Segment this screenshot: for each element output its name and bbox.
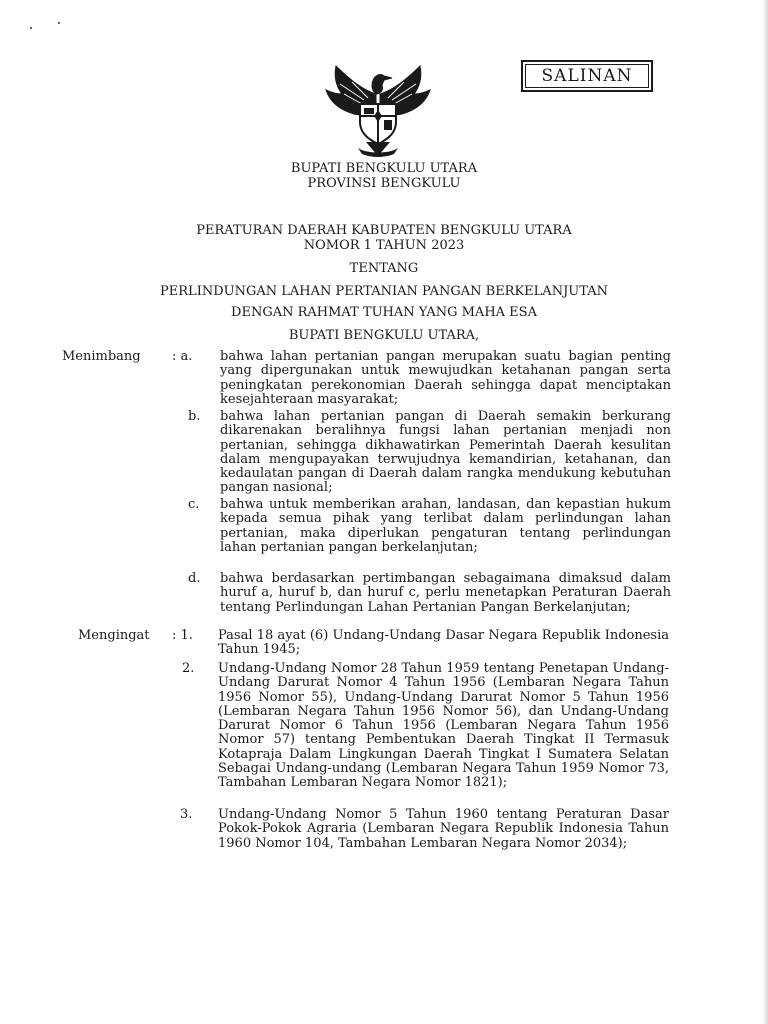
menimbang-item-a: bahwa lahan pertanian pangan merupakan suatu bagian penting yang dipergunakan untuk mewujudkan ketahanan pangan serta peningkatan perekonomian Daerah sehingga dapat menciptakan kesejahteraan masyarakat; [220,349,671,407]
mengingat-item-3: Undang-Undang Nomor 5 Tahun 1960 tentang Peraturan Dasar Pokok-Pokok Agraria (Lembaran Negara Republik Indonesia Tahun 1960 Nomor 104, Tambahan Lembaran Negara Nomor 2034); [218,807,669,851]
mengingat-item-2: Undang-Undang Nomor 28 Tahun 1959 tentang Penetapan Undang-Undang Darurat Nomor 4 Tahun 1956 (Lembaran Negara Tahun 1956 Nomor 55), Undang-Undang Darurat Nomor 5 Tahun 1956 (Lembaran Negara Tahun 1956 Nomor 56), dan Undang-Undang Darurat Nomor 6 Tahun 1956 (Lembaran Negara Tahun 1956 Nomor 57) tentang Pembentukan Daerah Tingkat II Termasuk Kotapraja Dalam Lingkungan Daerah Tingkat I Sumatera Selatan Sebagai Undang-undang (Lembaran Negara Tahun 1959 Nomor 73, Tambahan Lembaran Negara Nomor 1821); [218,661,669,791]
issuer-header [0,161,768,191]
mengingat-marker-2: 2. [182,661,195,676]
garuda-emblem-icon [322,64,434,160]
menimbang-item-b: bahwa lahan pertanian pangan di Daerah semakin berkurang dikarenakan beralihnya fungsi lahan pertanian menjadi non pertanian, sehingga dikhawatirkan Pemerintah Daerah kesulitan dalam mengupayakan terwujudnya kemandirian, ketahanan, dan kedaulatan pangan di Daerah dalam rangka mendukung kebutuhan pangan nasional; [220,409,671,496]
page-edge-shadow [762,0,768,1024]
mengingat-label: Mengingat [78,628,150,643]
regulation-number: NOMOR 1 TAHUN 2023 [303,238,465,253]
mengingat-item-1: Pasal 18 ayat (6) Undang-Undang Dasar Negara Republik Indonesia Tahun 1945; [218,628,669,658]
mengingat-marker-1: : 1. [172,628,193,643]
issuing-regent: BUPATI BENGKULU UTARA, [288,328,480,343]
menimbang-marker-c: c. [188,497,200,512]
scan-speck [58,22,60,24]
menimbang-marker-b: b. [188,409,201,424]
scan-speck [30,27,32,29]
regulation-title-block [0,223,768,253]
menimbang-marker-d: d. [188,571,201,586]
regent-title: BUPATI BENGKULU UTARA [290,161,478,176]
invocation: DENGAN RAHMAT TUHAN YANG MAHA ESA [231,305,537,320]
province-title: PROVINSI BENGKULU [307,176,461,191]
menimbang-item-c: bahwa untuk memberikan arahan, landasan, dan kepastian hukum kepada semua pihak yang terlibat dalam perlindungan lahan pertanian, maka diperlukan pengaturan tentang perlindungan lahan pertanian pangan berkelanjutan; [220,497,671,555]
menimbang-label: Menimbang [62,349,141,364]
salinan-stamp: SALINAN [521,60,653,92]
menimbang-marker-a: : a. [172,349,193,364]
menimbang-item-d: bahwa berdasarkan pertimbangan sebagaimana dimaksud dalam huruf a, huruf b, dan huruf c, perlu menetapkan Peraturan Daerah tentang Perlindungan Lahan Pertanian Pangan Berkelanjutan; [220,571,671,615]
regulation-about: TENTANG [349,261,419,276]
mengingat-marker-3: 3. [180,807,193,822]
regulation-subject: PERLINDUNGAN LAHAN PERTANIAN PANGAN BERKELANJUTAN [160,284,608,299]
regulation-title: PERATURAN DAERAH KABUPATEN BENGKULU UTARA [196,223,572,238]
